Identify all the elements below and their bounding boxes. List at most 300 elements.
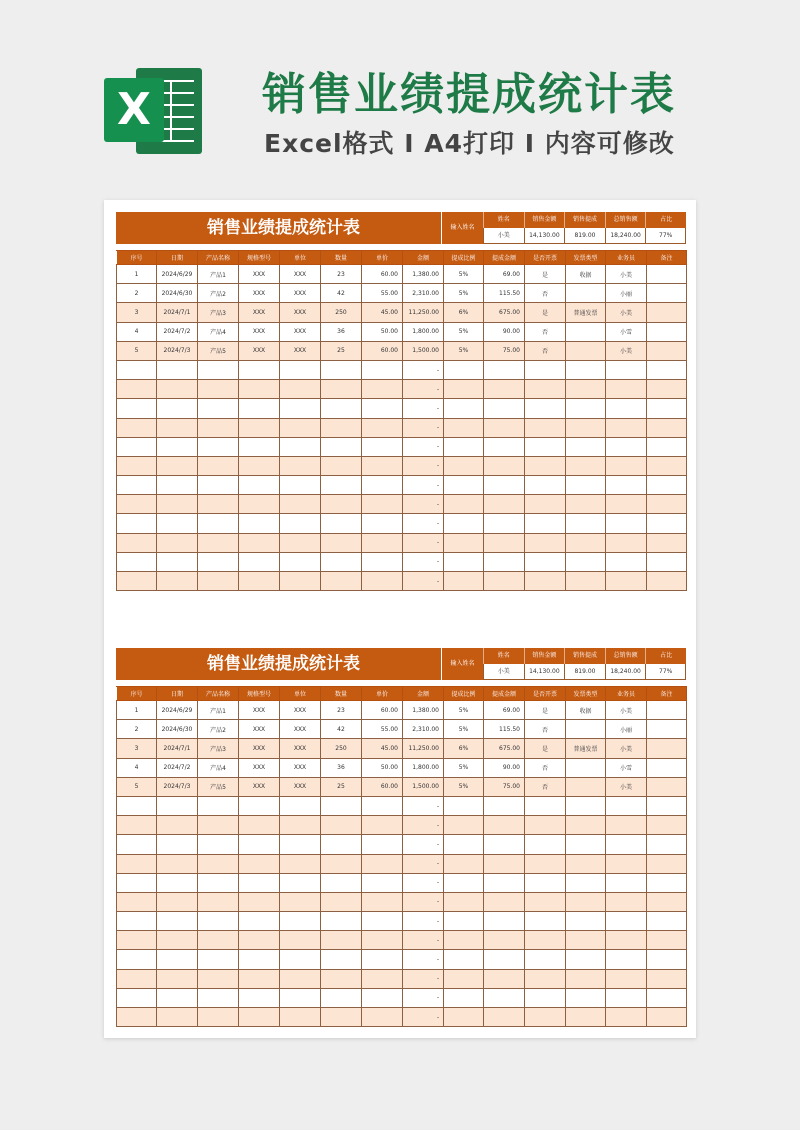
table-cell[interactable]: 5%: [444, 758, 484, 777]
table-cell[interactable]: -: [403, 437, 444, 456]
table-cell[interactable]: 5%: [444, 265, 484, 284]
table-cell[interactable]: 1: [117, 265, 157, 284]
table-cell[interactable]: [198, 854, 239, 873]
table-cell[interactable]: [444, 854, 484, 873]
table-cell[interactable]: XXX: [280, 777, 321, 796]
table-cell[interactable]: [362, 854, 403, 873]
table-cell[interactable]: 是: [525, 265, 566, 284]
table-cell[interactable]: [117, 969, 157, 988]
table-cell[interactable]: 2024/7/2: [157, 758, 198, 777]
table-cell[interactable]: [566, 437, 606, 456]
table-cell[interactable]: [484, 399, 525, 418]
table-cell[interactable]: 69.00: [484, 701, 525, 720]
table-cell[interactable]: [525, 854, 566, 873]
table-cell[interactable]: [362, 476, 403, 495]
table-cell[interactable]: XXX: [280, 265, 321, 284]
table-cell[interactable]: -: [403, 533, 444, 552]
table-cell[interactable]: -: [403, 950, 444, 969]
table-cell[interactable]: [444, 1008, 484, 1027]
table-cell[interactable]: 2: [117, 284, 157, 303]
table-cell[interactable]: [484, 950, 525, 969]
table-cell[interactable]: [362, 1008, 403, 1027]
table-cell[interactable]: 90.00: [484, 758, 525, 777]
table-cell[interactable]: [606, 950, 647, 969]
table-cell[interactable]: [239, 892, 280, 911]
table-cell[interactable]: [362, 437, 403, 456]
table-cell[interactable]: [647, 777, 687, 796]
table-cell[interactable]: [444, 399, 484, 418]
table-cell[interactable]: [362, 456, 403, 475]
table-cell[interactable]: [566, 758, 606, 777]
table-cell[interactable]: 否: [525, 777, 566, 796]
table-cell[interactable]: [321, 360, 362, 379]
table-cell[interactable]: [280, 360, 321, 379]
table-cell[interactable]: [525, 476, 566, 495]
table-cell[interactable]: 1: [117, 701, 157, 720]
table-cell[interactable]: [444, 552, 484, 571]
table-cell[interactable]: [566, 322, 606, 341]
table-cell[interactable]: 5: [117, 341, 157, 360]
table-cell[interactable]: [321, 533, 362, 552]
table-cell[interactable]: [198, 514, 239, 533]
table-cell[interactable]: [647, 873, 687, 892]
table-cell[interactable]: 3: [117, 739, 157, 758]
table-cell[interactable]: 6%: [444, 303, 484, 322]
table-cell[interactable]: [444, 931, 484, 950]
table-cell[interactable]: [157, 360, 198, 379]
table-cell[interactable]: [606, 552, 647, 571]
table-cell[interactable]: 1,380.00: [403, 265, 444, 284]
table-cell[interactable]: [280, 796, 321, 815]
table-cell[interactable]: [444, 912, 484, 931]
table-cell[interactable]: 小美: [606, 341, 647, 360]
table-cell[interactable]: [525, 835, 566, 854]
table-cell[interactable]: -: [403, 931, 444, 950]
table-cell[interactable]: -: [403, 1008, 444, 1027]
table-cell[interactable]: -: [403, 495, 444, 514]
table-cell[interactable]: 5%: [444, 284, 484, 303]
table-cell[interactable]: XXX: [280, 701, 321, 720]
table-cell[interactable]: [157, 835, 198, 854]
table-cell[interactable]: [484, 476, 525, 495]
table-cell[interactable]: [280, 950, 321, 969]
table-cell[interactable]: 否: [525, 284, 566, 303]
table-cell[interactable]: [362, 380, 403, 399]
table-cell[interactable]: [117, 552, 157, 571]
table-cell[interactable]: [484, 572, 525, 591]
table-cell[interactable]: [280, 380, 321, 399]
table-cell[interactable]: [321, 796, 362, 815]
table-cell[interactable]: [566, 284, 606, 303]
table-cell[interactable]: [525, 380, 566, 399]
table-cell[interactable]: 2024/6/30: [157, 284, 198, 303]
table-cell[interactable]: [444, 796, 484, 815]
table-cell[interactable]: XXX: [239, 322, 280, 341]
table-cell[interactable]: [444, 816, 484, 835]
table-cell[interactable]: [157, 950, 198, 969]
table-cell[interactable]: [606, 476, 647, 495]
table-cell[interactable]: [647, 284, 687, 303]
table-cell[interactable]: 2024/7/3: [157, 777, 198, 796]
table-cell[interactable]: -: [403, 892, 444, 911]
table-cell[interactable]: [647, 892, 687, 911]
table-cell[interactable]: 产品5: [198, 777, 239, 796]
table-cell[interactable]: 产品4: [198, 322, 239, 341]
table-cell[interactable]: [117, 835, 157, 854]
table-cell[interactable]: [198, 380, 239, 399]
table-cell[interactable]: [484, 931, 525, 950]
table-cell[interactable]: [117, 418, 157, 437]
table-cell[interactable]: 小雪: [606, 758, 647, 777]
table-cell[interactable]: 5: [117, 777, 157, 796]
table-cell[interactable]: [444, 456, 484, 475]
table-cell[interactable]: 6%: [444, 739, 484, 758]
table-cell[interactable]: 60.00: [362, 777, 403, 796]
table-cell[interactable]: 250: [321, 739, 362, 758]
table-cell[interactable]: [198, 476, 239, 495]
table-cell[interactable]: [239, 931, 280, 950]
table-cell[interactable]: [484, 969, 525, 988]
table-cell[interactable]: 普通发票: [566, 303, 606, 322]
table-cell[interactable]: [525, 816, 566, 835]
table-cell[interactable]: [157, 969, 198, 988]
table-cell[interactable]: [444, 969, 484, 988]
table-cell[interactable]: -: [403, 969, 444, 988]
table-cell[interactable]: 是: [525, 739, 566, 758]
table-cell[interactable]: -: [403, 552, 444, 571]
table-cell[interactable]: [566, 418, 606, 437]
table-cell[interactable]: [362, 418, 403, 437]
table-cell[interactable]: [606, 418, 647, 437]
table-cell[interactable]: [157, 816, 198, 835]
table-cell[interactable]: [647, 514, 687, 533]
table-cell[interactable]: [647, 572, 687, 591]
table-cell[interactable]: [280, 816, 321, 835]
table-cell[interactable]: [444, 873, 484, 892]
table-cell[interactable]: [117, 950, 157, 969]
table-cell[interactable]: 产品1: [198, 265, 239, 284]
table-cell[interactable]: [525, 931, 566, 950]
table-cell[interactable]: [444, 892, 484, 911]
table-cell[interactable]: [117, 892, 157, 911]
table-cell[interactable]: [198, 456, 239, 475]
table-cell[interactable]: [566, 720, 606, 739]
table-cell[interactable]: [362, 495, 403, 514]
table-cell[interactable]: 60.00: [362, 341, 403, 360]
table-cell[interactable]: 1,500.00: [403, 341, 444, 360]
table-cell[interactable]: [525, 796, 566, 815]
table-cell[interactable]: XXX: [280, 341, 321, 360]
table-cell[interactable]: [157, 456, 198, 475]
table-cell[interactable]: [647, 437, 687, 456]
table-cell[interactable]: [280, 835, 321, 854]
table-cell[interactable]: [566, 533, 606, 552]
table-cell[interactable]: [566, 399, 606, 418]
table-cell[interactable]: [606, 931, 647, 950]
table-cell[interactable]: [444, 950, 484, 969]
table-cell[interactable]: [606, 380, 647, 399]
table-cell[interactable]: [647, 835, 687, 854]
table-cell[interactable]: 2024/7/1: [157, 739, 198, 758]
table-cell[interactable]: [647, 341, 687, 360]
table-cell[interactable]: [566, 456, 606, 475]
table-cell[interactable]: [647, 495, 687, 514]
table-cell[interactable]: -: [403, 572, 444, 591]
table-cell[interactable]: [117, 796, 157, 815]
table-cell[interactable]: [117, 912, 157, 931]
table-cell[interactable]: [117, 854, 157, 873]
table-cell[interactable]: 1,500.00: [403, 777, 444, 796]
table-cell[interactable]: [484, 873, 525, 892]
table-cell[interactable]: [239, 988, 280, 1007]
table-cell[interactable]: [321, 950, 362, 969]
table-cell[interactable]: [117, 572, 157, 591]
table-cell[interactable]: [239, 816, 280, 835]
table-cell[interactable]: [280, 572, 321, 591]
table-cell[interactable]: [117, 931, 157, 950]
table-cell[interactable]: [321, 988, 362, 1007]
table-cell[interactable]: [525, 533, 566, 552]
table-cell[interactable]: 小美: [606, 701, 647, 720]
table-cell[interactable]: 675.00: [484, 303, 525, 322]
table-cell[interactable]: 250: [321, 303, 362, 322]
table-cell[interactable]: [239, 437, 280, 456]
table-cell[interactable]: [484, 1008, 525, 1027]
table-cell[interactable]: 产品2: [198, 720, 239, 739]
table-cell[interactable]: [157, 931, 198, 950]
table-cell[interactable]: [362, 796, 403, 815]
table-cell[interactable]: [606, 835, 647, 854]
table-cell[interactable]: [117, 1008, 157, 1027]
table-cell[interactable]: 收据: [566, 701, 606, 720]
table-cell[interactable]: [566, 816, 606, 835]
table-cell[interactable]: [239, 854, 280, 873]
table-cell[interactable]: [117, 988, 157, 1007]
table-cell[interactable]: [321, 1008, 362, 1027]
table-cell[interactable]: [444, 572, 484, 591]
table-cell[interactable]: [117, 495, 157, 514]
table-cell[interactable]: [280, 495, 321, 514]
table-cell[interactable]: 2024/7/3: [157, 341, 198, 360]
table-cell[interactable]: [157, 572, 198, 591]
table-cell[interactable]: [647, 720, 687, 739]
table-cell[interactable]: 2024/7/1: [157, 303, 198, 322]
table-cell[interactable]: 2,310.00: [403, 284, 444, 303]
table-cell[interactable]: [566, 552, 606, 571]
table-cell[interactable]: -: [403, 835, 444, 854]
table-cell[interactable]: -: [403, 988, 444, 1007]
table-cell[interactable]: [280, 854, 321, 873]
table-cell[interactable]: -: [403, 514, 444, 533]
table-cell[interactable]: 小丽: [606, 720, 647, 739]
table-cell[interactable]: 5%: [444, 720, 484, 739]
table-cell[interactable]: [198, 495, 239, 514]
table-cell[interactable]: XXX: [280, 739, 321, 758]
table-cell[interactable]: [444, 988, 484, 1007]
table-cell[interactable]: [606, 533, 647, 552]
table-cell[interactable]: [117, 533, 157, 552]
table-cell[interactable]: [566, 514, 606, 533]
table-cell[interactable]: [484, 796, 525, 815]
table-cell[interactable]: [362, 912, 403, 931]
table-cell[interactable]: [606, 437, 647, 456]
table-cell[interactable]: [362, 835, 403, 854]
table-cell[interactable]: [525, 495, 566, 514]
table-cell[interactable]: [566, 873, 606, 892]
table-cell[interactable]: -: [403, 380, 444, 399]
table-cell[interactable]: -: [403, 873, 444, 892]
table-cell[interactable]: [566, 495, 606, 514]
table-cell[interactable]: 1,800.00: [403, 322, 444, 341]
table-cell[interactable]: 5%: [444, 777, 484, 796]
table-cell[interactable]: 50.00: [362, 322, 403, 341]
table-cell[interactable]: [321, 931, 362, 950]
table-cell[interactable]: [117, 380, 157, 399]
table-cell[interactable]: [525, 514, 566, 533]
table-cell[interactable]: 1,800.00: [403, 758, 444, 777]
table-cell[interactable]: [606, 495, 647, 514]
table-cell[interactable]: [117, 514, 157, 533]
table-cell[interactable]: 2: [117, 720, 157, 739]
table-cell[interactable]: [362, 360, 403, 379]
table-cell[interactable]: [362, 514, 403, 533]
table-cell[interactable]: [444, 360, 484, 379]
table-cell[interactable]: [362, 892, 403, 911]
table-cell[interactable]: [647, 988, 687, 1007]
table-cell[interactable]: [157, 1008, 198, 1027]
table-cell[interactable]: 36: [321, 758, 362, 777]
table-cell[interactable]: [198, 360, 239, 379]
table-cell[interactable]: [606, 399, 647, 418]
table-cell[interactable]: 普通发票: [566, 739, 606, 758]
table-cell[interactable]: [525, 1008, 566, 1027]
table-cell[interactable]: 69.00: [484, 265, 525, 284]
table-cell[interactable]: [647, 931, 687, 950]
table-cell[interactable]: [606, 854, 647, 873]
table-cell[interactable]: 675.00: [484, 739, 525, 758]
table-cell[interactable]: 4: [117, 322, 157, 341]
table-cell[interactable]: -: [403, 399, 444, 418]
table-cell[interactable]: -: [403, 912, 444, 931]
table-cell[interactable]: 产品3: [198, 739, 239, 758]
table-cell[interactable]: [198, 816, 239, 835]
table-cell[interactable]: 60.00: [362, 265, 403, 284]
table-cell[interactable]: [198, 533, 239, 552]
table-cell[interactable]: [525, 399, 566, 418]
table-cell[interactable]: [157, 796, 198, 815]
table-cell[interactable]: 否: [525, 720, 566, 739]
table-cell[interactable]: [239, 572, 280, 591]
table-cell[interactable]: [566, 1008, 606, 1027]
table-cell[interactable]: [239, 950, 280, 969]
table-cell[interactable]: [484, 514, 525, 533]
table-cell[interactable]: [606, 873, 647, 892]
table-cell[interactable]: [198, 931, 239, 950]
table-cell[interactable]: 否: [525, 758, 566, 777]
table-cell[interactable]: [239, 873, 280, 892]
table-cell[interactable]: [525, 437, 566, 456]
table-cell[interactable]: 45.00: [362, 739, 403, 758]
table-cell[interactable]: [198, 418, 239, 437]
table-cell[interactable]: [198, 835, 239, 854]
table-cell[interactable]: [444, 380, 484, 399]
table-cell[interactable]: [525, 950, 566, 969]
table-cell[interactable]: 2024/6/29: [157, 701, 198, 720]
table-cell[interactable]: 2024/6/30: [157, 720, 198, 739]
table-cell[interactable]: 75.00: [484, 341, 525, 360]
table-cell[interactable]: [239, 380, 280, 399]
table-cell[interactable]: [239, 796, 280, 815]
table-cell[interactable]: 90.00: [484, 322, 525, 341]
table-cell[interactable]: [647, 1008, 687, 1027]
table-cell[interactable]: [566, 950, 606, 969]
table-cell[interactable]: [566, 854, 606, 873]
table-cell[interactable]: [362, 552, 403, 571]
table-cell[interactable]: [566, 360, 606, 379]
table-cell[interactable]: [606, 988, 647, 1007]
table-cell[interactable]: 2,310.00: [403, 720, 444, 739]
table-cell[interactable]: [647, 360, 687, 379]
table-cell[interactable]: 小美: [606, 265, 647, 284]
table-cell[interactable]: [239, 476, 280, 495]
table-cell[interactable]: [362, 969, 403, 988]
table-cell[interactable]: [606, 816, 647, 835]
table-cell[interactable]: 5%: [444, 701, 484, 720]
table-cell[interactable]: -: [403, 456, 444, 475]
table-cell[interactable]: [566, 969, 606, 988]
table-cell[interactable]: [484, 552, 525, 571]
table-cell[interactable]: 55.00: [362, 720, 403, 739]
table-cell[interactable]: [157, 988, 198, 1007]
table-cell[interactable]: [239, 456, 280, 475]
table-cell[interactable]: [647, 399, 687, 418]
table-cell[interactable]: -: [403, 360, 444, 379]
table-cell[interactable]: XXX: [239, 265, 280, 284]
table-cell[interactable]: [280, 456, 321, 475]
table-cell[interactable]: [484, 533, 525, 552]
table-cell[interactable]: 5%: [444, 341, 484, 360]
table-cell[interactable]: XXX: [239, 777, 280, 796]
table-cell[interactable]: [484, 456, 525, 475]
table-cell[interactable]: -: [403, 816, 444, 835]
table-cell[interactable]: [647, 380, 687, 399]
table-cell[interactable]: [198, 1008, 239, 1027]
table-cell[interactable]: [606, 912, 647, 931]
table-cell[interactable]: [157, 399, 198, 418]
table-cell[interactable]: 小美: [606, 777, 647, 796]
table-cell[interactable]: [117, 399, 157, 418]
table-cell[interactable]: [647, 950, 687, 969]
table-cell[interactable]: XXX: [280, 284, 321, 303]
table-cell[interactable]: 115.50: [484, 720, 525, 739]
table-cell[interactable]: [321, 572, 362, 591]
name-input-cell[interactable]: 小美: [483, 664, 524, 680]
table-cell[interactable]: [566, 988, 606, 1007]
table-cell[interactable]: 小美: [606, 739, 647, 758]
table-cell[interactable]: [321, 514, 362, 533]
table-cell[interactable]: [566, 835, 606, 854]
table-cell[interactable]: [157, 552, 198, 571]
table-cell[interactable]: [606, 572, 647, 591]
table-cell[interactable]: [198, 912, 239, 931]
table-cell[interactable]: 小雪: [606, 322, 647, 341]
table-cell[interactable]: [362, 873, 403, 892]
table-cell[interactable]: 11,250.00: [403, 303, 444, 322]
table-cell[interactable]: [157, 514, 198, 533]
table-cell[interactable]: [157, 495, 198, 514]
table-cell[interactable]: 25: [321, 341, 362, 360]
table-cell[interactable]: [647, 552, 687, 571]
